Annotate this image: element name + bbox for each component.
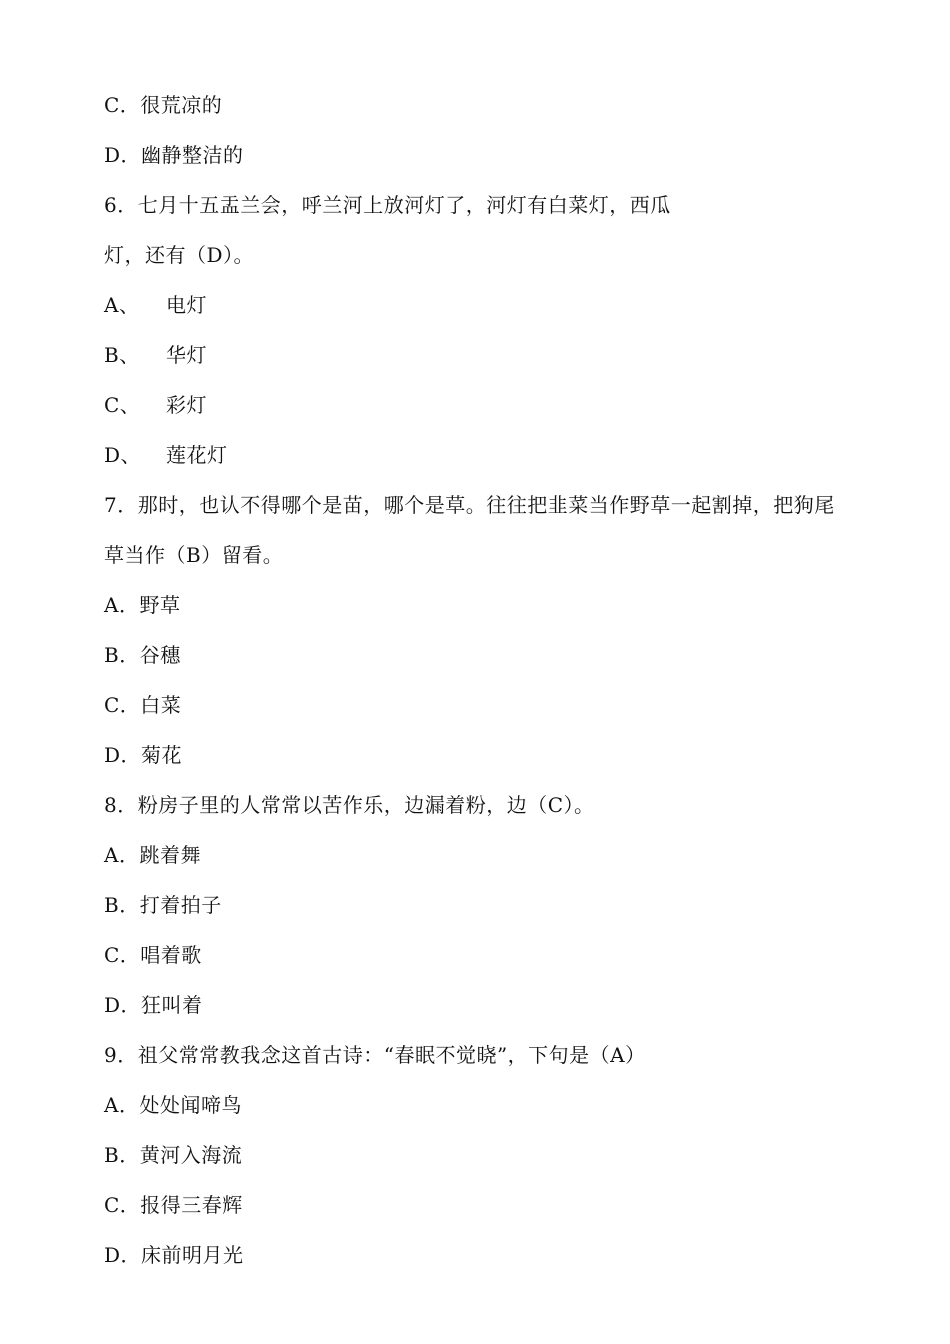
q9-option-a: A．处处闻啼鸟	[104, 1093, 242, 1117]
q9-stem: 9．祖父常常教我念这首古诗：“春眠不觉晓”，下句是（A）	[104, 1043, 646, 1067]
q9-option-d: D．床前明月光	[104, 1243, 244, 1267]
q7-option-d: D．菊花	[104, 743, 183, 767]
q7-stem-line2: 草当作（B）留看。	[104, 543, 284, 567]
q5-option-c: C．很荒凉的	[104, 93, 223, 117]
q7-option-c: C．白菜	[104, 693, 182, 717]
q6-option-b-label: B、	[104, 343, 140, 367]
q6-option-c	[104, 392, 207, 418]
q6-option-a-text: 电灯	[166, 293, 207, 317]
q7-stem-line1: 7．那时，也认不得哪个是苗，哪个是草。往往把韭菜当作野草一起割掉，把狗尾	[104, 493, 835, 517]
q6-option-d-label: D、	[104, 443, 142, 467]
q6-option-a	[104, 292, 207, 318]
q6-option-d	[104, 442, 228, 468]
q6-option-a-label: A、	[104, 293, 140, 317]
q8-stem: 8．粉房子里的人常常以苦作乐，边漏着粉，边（C）。	[104, 793, 595, 817]
q7-option-a: A．野草	[104, 593, 181, 617]
q8-option-b: B．打着拍子	[104, 893, 222, 917]
q9-option-c: C．报得三春辉	[104, 1193, 243, 1217]
q6-option-b	[104, 342, 207, 368]
q6-stem-line2: 灯，还有（D）。	[104, 243, 255, 267]
q8-option-d: D．狂叫着	[104, 993, 203, 1017]
q6-option-c-text: 彩灯	[166, 393, 207, 417]
q6-option-b-text: 华灯	[166, 343, 207, 367]
q9-option-b: B．黄河入海流	[104, 1143, 243, 1167]
q8-option-c: C．唱着歌	[104, 943, 202, 967]
q6-stem-line1: 6．七月十五盂兰会，呼兰河上放河灯了，河灯有白菜灯，西瓜	[104, 193, 671, 217]
q7-option-b: B．谷穗	[104, 643, 181, 667]
q8-option-a: A．跳着舞	[104, 843, 201, 867]
q5-option-d: D．幽静整洁的	[104, 143, 244, 167]
q6-option-d-text: 莲花灯	[166, 443, 228, 467]
q6-option-c-label: C、	[104, 393, 141, 417]
